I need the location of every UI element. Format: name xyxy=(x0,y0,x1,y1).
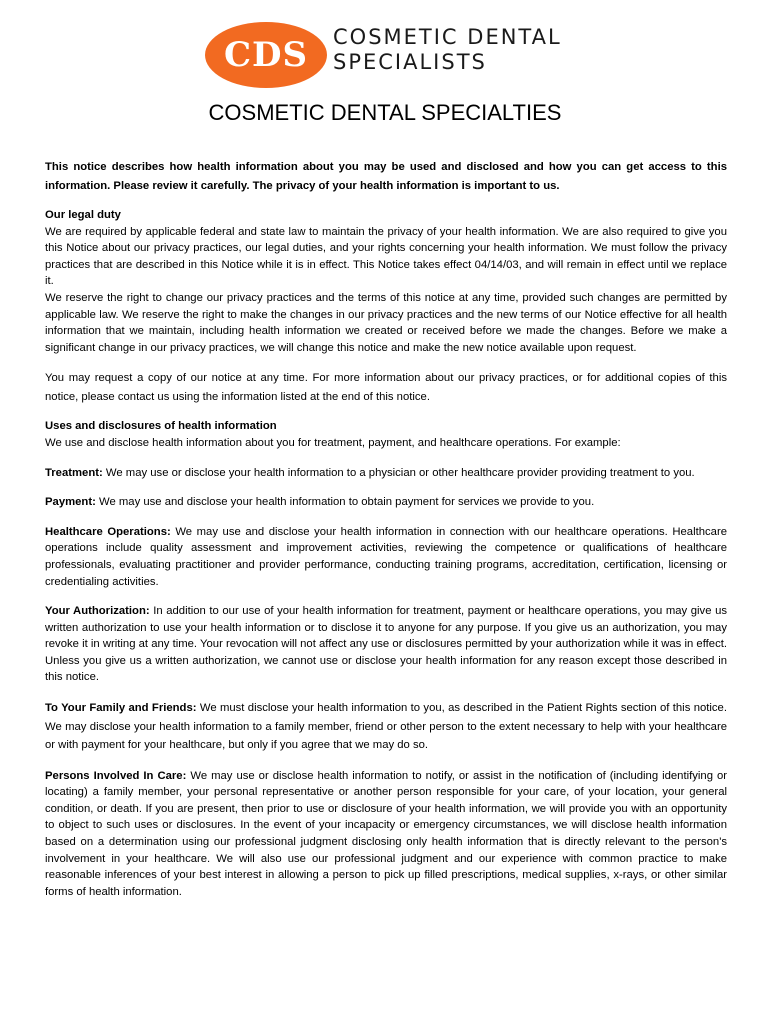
payment-label: Payment: xyxy=(45,496,96,509)
treatment-text: We may use or disclose your health information to a physician or other healthcare provider providing treatment to you. xyxy=(105,466,695,479)
family-friends-paragraph xyxy=(45,699,727,755)
legal-duty-paragraph-2: We reserve the right to change our privacy practices and the terms of this notice at any time, provided such changes are permitted by applicable law. We reserve the right to make the changes in our privacy practices and the new terms of our Notice effective for all health information that we maintain, including health information we created or received before we made the changes. Before we make a significant change in our privacy practices, we will change this notice and make the new notice available upon request. xyxy=(45,291,727,354)
legal-duty-heading: Our legal duty xyxy=(45,209,121,221)
authorization-text: In addition to our use of your health information for treatment, payment or healthcare operations, you may give us written authorization to use your health information or to disclose it to anyone for any purpose. If you give us an authorization, you may revoke it in writing at any time. Your revocation will not affect any use or disclosures permitted by your authorization while it was in effect. Unless you give us a written authorization, we cannot use or disclose your health information for any reason except those described in this notice. xyxy=(45,605,728,684)
persons-involved-paragraph xyxy=(45,768,727,901)
notice-body xyxy=(45,158,727,900)
logo-wordmark xyxy=(333,25,562,75)
intro-paragraph: This notice describes how health information about you may be used and disclosed and how you can get access to this information. Please review it carefully. The privacy of your health information is important to us. xyxy=(45,161,727,192)
treatment-label: Treatment: xyxy=(45,466,103,479)
logo-line-1: COSMETIC DENTAL xyxy=(333,25,562,49)
uses-heading: Uses and disclosures of health information xyxy=(45,420,277,433)
payment-paragraph xyxy=(45,494,727,511)
family-friends-label: To Your Family and Friends: xyxy=(45,702,197,715)
authorization-label: Your Authorization: xyxy=(45,605,150,618)
authorization-paragraph xyxy=(45,603,727,686)
logo-abbr: CDS xyxy=(223,35,309,75)
persons-involved-label: Persons Involved In Care: xyxy=(45,769,187,782)
logo-line-2: SPECIALISTS xyxy=(333,50,487,74)
healthcare-operations-label: Healthcare Operations: xyxy=(45,525,171,538)
healthcare-operations-text: We may use and disclose your health information in connection with our healthcare operations. Healthcare operations include quality assessment and improvement activities, reviewing the competence or qualifications of healthcare professionals, evaluating practitioner and provider performance, conducting training programs, accreditation, certification, licensing or credentialing activities. xyxy=(45,525,727,588)
logo-oval xyxy=(205,22,327,88)
legal-duty-paragraph-1: We are required by applicable federal and state law to maintain the privacy of your health information. We are also required to give you this Notice about our privacy practices, our legal duties, and your rights concerning your health information. We must follow the privacy practices that are described in this Notice while it is in effect. This Notice takes effect 04/14/03, and will remain in effect until we replace it. xyxy=(45,225,727,288)
family-friends-text: We must disclose your health information to you, as described in the Patient Rights section of this notice. We may disclose your health information to a family member, friend or other person to the extent necessary to help with your healthcare or with payment for your healthcare, but only if you agree that we may do so. xyxy=(45,702,727,752)
legal-duty-paragraph-3: You may request a copy of our notice at any time. For more information about our privacy practices, or for additional copies of this notice, please contact us using the information listed at the end of this notice. xyxy=(45,372,727,404)
uses-intro: We use and disclose health information about you for treatment, payment, and healthcare operations. For example: xyxy=(45,436,621,449)
healthcare-operations-paragraph xyxy=(45,524,727,590)
document-title: COSMETIC DENTAL SPECIALTIES xyxy=(208,100,562,125)
company-logo xyxy=(205,22,575,88)
payment-text: We may use and disclose your health information to obtain payment for services we provide to you. xyxy=(99,496,595,509)
persons-involved-text: We may use or disclose health information to notify, or assist in the notification of (including identifying or locating) a family member, your personal representative or another person responsible for your care, of your location, your general condition, or death. If you are present, then prior to use or disclosure of your health information, we will provide you with an opportunity to object to such uses or disclosures. In the event of your incapacity or emergency circumstances, we will disclose health information based on a determination using our professional judgment disclosing only health information that is directly relevant to the person's involvement in your healthcare. We will also use our professional judgment and our experience with common practice to make reasonable inferences of your best interest in allowing a person to pick up filled prescriptions, medical supplies, x-rays, or other similar forms of health information. xyxy=(45,769,728,898)
treatment-paragraph xyxy=(45,465,727,482)
